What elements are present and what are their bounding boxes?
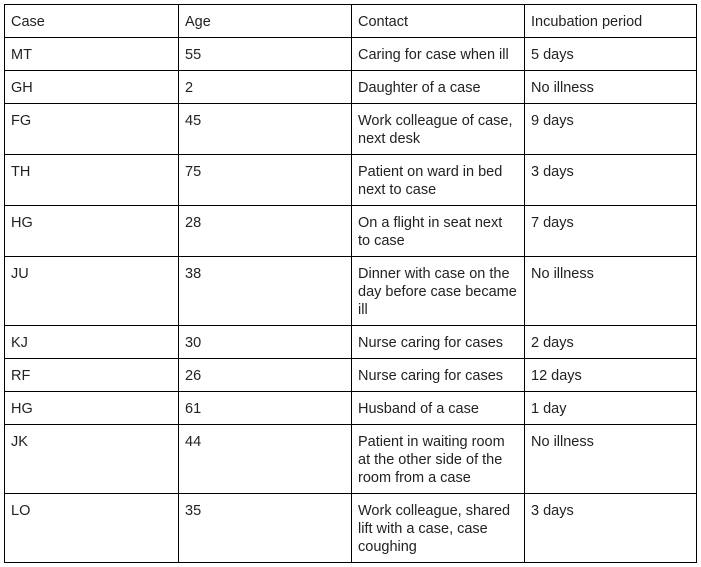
table-header [5, 5, 697, 38]
cell-age: 44 [179, 425, 352, 494]
header-contact: Contact [352, 5, 525, 38]
cell-incubation-period: 1 day [525, 392, 697, 425]
table-row [5, 257, 697, 326]
header-row [5, 5, 697, 38]
cell-case: MT [5, 38, 179, 71]
cell-case: JK [5, 425, 179, 494]
incubation-table [4, 4, 697, 563]
cell-contact: Dinner with case on the day before case became ill [352, 257, 525, 326]
cell-incubation-period: 12 days [525, 359, 697, 392]
cell-contact: Work colleague, shared lift with a case, case coughing [352, 494, 525, 563]
table-row [5, 38, 697, 71]
cell-incubation-period: 3 days [525, 494, 697, 563]
cell-contact: Husband of a case [352, 392, 525, 425]
table-row [5, 71, 697, 104]
cell-contact: Patient on ward in bed next to case [352, 155, 525, 206]
cell-age: 55 [179, 38, 352, 71]
table-row [5, 155, 697, 206]
cell-incubation-period: No illness [525, 425, 697, 494]
cell-case: TH [5, 155, 179, 206]
cell-incubation-period: 3 days [525, 155, 697, 206]
cell-age: 35 [179, 494, 352, 563]
cell-incubation-period: No illness [525, 71, 697, 104]
cell-age: 26 [179, 359, 352, 392]
cell-contact: Daughter of a case [352, 71, 525, 104]
header-incubation-period: Incubation period [525, 5, 697, 38]
table-row [5, 104, 697, 155]
table-row [5, 359, 697, 392]
cell-incubation-period: 7 days [525, 206, 697, 257]
table-row [5, 425, 697, 494]
cell-contact: Nurse caring for cases [352, 359, 525, 392]
cell-incubation-period: 9 days [525, 104, 697, 155]
cell-age: 2 [179, 71, 352, 104]
cell-case: KJ [5, 326, 179, 359]
cell-incubation-period: 5 days [525, 38, 697, 71]
cell-age: 45 [179, 104, 352, 155]
cell-contact: Patient in waiting room at the other side of the room from a case [352, 425, 525, 494]
cell-age: 28 [179, 206, 352, 257]
table-row [5, 326, 697, 359]
cell-age: 75 [179, 155, 352, 206]
cell-case: JU [5, 257, 179, 326]
cell-case: LO [5, 494, 179, 563]
header-age: Age [179, 5, 352, 38]
cell-contact: Caring for case when ill [352, 38, 525, 71]
cell-age: 30 [179, 326, 352, 359]
cell-contact: On a flight in seat next to case [352, 206, 525, 257]
cell-contact: Work colleague of case, next desk [352, 104, 525, 155]
cell-age: 61 [179, 392, 352, 425]
table-row [5, 494, 697, 563]
cell-case: FG [5, 104, 179, 155]
cell-case: HG [5, 206, 179, 257]
cell-contact: Nurse caring for cases [352, 326, 525, 359]
table-row [5, 206, 697, 257]
cell-case: GH [5, 71, 179, 104]
cell-incubation-period: 2 days [525, 326, 697, 359]
cell-age: 38 [179, 257, 352, 326]
cell-case: HG [5, 392, 179, 425]
header-case: Case [5, 5, 179, 38]
cell-case: RF [5, 359, 179, 392]
cell-incubation-period: No illness [525, 257, 697, 326]
table-body [5, 38, 697, 563]
table-row [5, 392, 697, 425]
